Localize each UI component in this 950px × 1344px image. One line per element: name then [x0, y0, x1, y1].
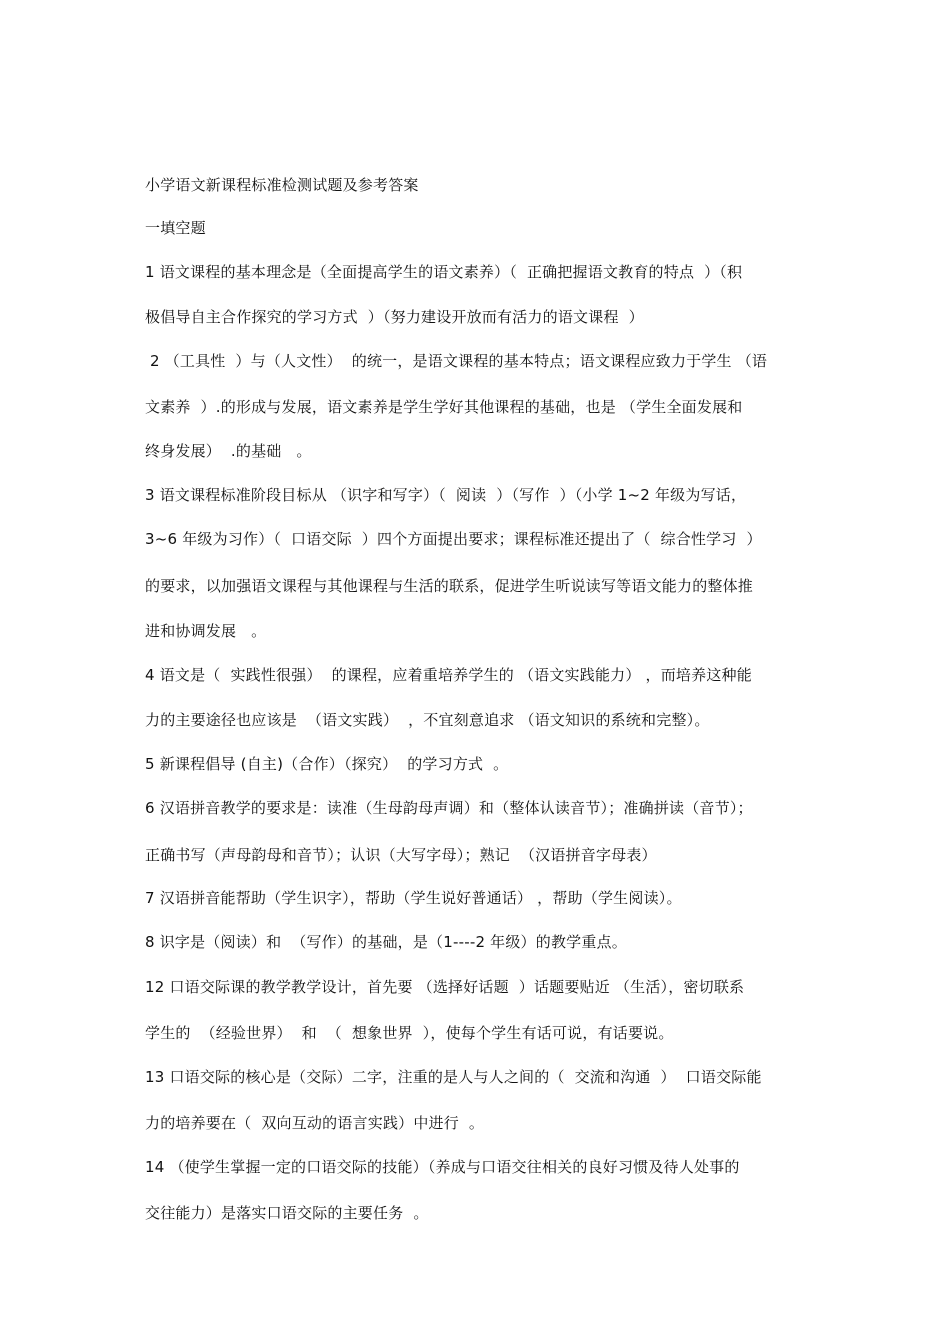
text-line: 2 （工具性 ）与（人文性） 的统一，是语文课程的基本特点；语文课程应致力于学生 （语 — [145, 352, 768, 370]
text-line: 5 新课程倡导 (自主)（合作）（探究） 的学习方式 。 — [145, 755, 509, 773]
text-line: 终身发展） .的基础 。 — [145, 442, 312, 460]
text-line: 的要求，以加强语文课程与其他课程与生活的联系，促进学生听说读写等语文能力的整体推 — [145, 577, 754, 595]
text-line: 6 汉语拼音教学的要求是：读准（生母韵母声调）和（整体认读音节）；准确拼读（音节）； — [145, 799, 753, 817]
text-line: 交往能力）是落实口语交际的主要任务 。 — [145, 1204, 429, 1222]
text-line: 文素养 ）.的形成与发展，语文素养是学生学好其他课程的基础，也是 （学生全面发展和 — [145, 398, 743, 416]
text-line: 8 识字是（阅读）和 （写作）的基础，是（1----2 年级）的教学重点。 — [145, 933, 627, 951]
text-line: 13 口语交际的核心是（交际）二字，注重的是人与人之间的（ 交流和沟通 ） 口语交际能 — [145, 1068, 762, 1086]
text-line: 3~6 年级为习作）（ 口语交际 ）四个方面提出要求；课程标准还提出了（ 综合性学习 ） — [145, 530, 762, 548]
document-title: 小学语文新课程标准检测试题及参考答案 — [145, 176, 419, 194]
text-line: 学生的 （经验世界） 和 （ 想象世界 ），使每个学生有话可说，有话要说。 — [145, 1024, 674, 1042]
text-line: 7 汉语拼音能帮助（学生识字），帮助（学生说好普通话） ，帮助（学生阅读）。 — [145, 889, 682, 907]
text-line: 进和协调发展 。 — [145, 622, 267, 640]
text-line: 极倡导自主合作探究的学习方式 ）（努力建设开放而有活力的语文课程 ） — [145, 308, 644, 326]
section-heading: 一填空题 — [145, 219, 206, 237]
text-line: 力的培养要在（ 双向互动的语言实践）中进行 。 — [145, 1114, 485, 1132]
text-line: 力的主要途径也应该是 （语文实践） ，不宜刻意追求 （语文知识的系统和完整）。 — [145, 711, 710, 729]
text-line: 4 语文是（ 实践性很强） 的课程，应着重培养学生的 （语文实践能力） ，而培养这种能 — [145, 666, 752, 684]
text-line: 1 语文课程的基本理念是（全面提高学生的语文素养）（ 正确把握语文教育的特点 ）（积 — [145, 263, 743, 281]
text-line: 12 口语交际课的教学教学设计，首先要 （选择好话题 ）话题要贴近 （生活），密切联系 — [145, 978, 745, 996]
text-line: 14 （使学生掌握一定的口语交际的技能）（养成与口语交往相关的良好习惯及待人处事的 — [145, 1158, 740, 1176]
text-line: 3 语文课程标准阶段目标从 （识字和写字）（ 阅读 ）（写作 ）（小学 1~2 年级为写话， — [145, 486, 747, 504]
text-line: 正确书写（声母韵母和音节）；认识（大写字母）；熟记 （汉语拼音字母表） — [145, 846, 657, 864]
